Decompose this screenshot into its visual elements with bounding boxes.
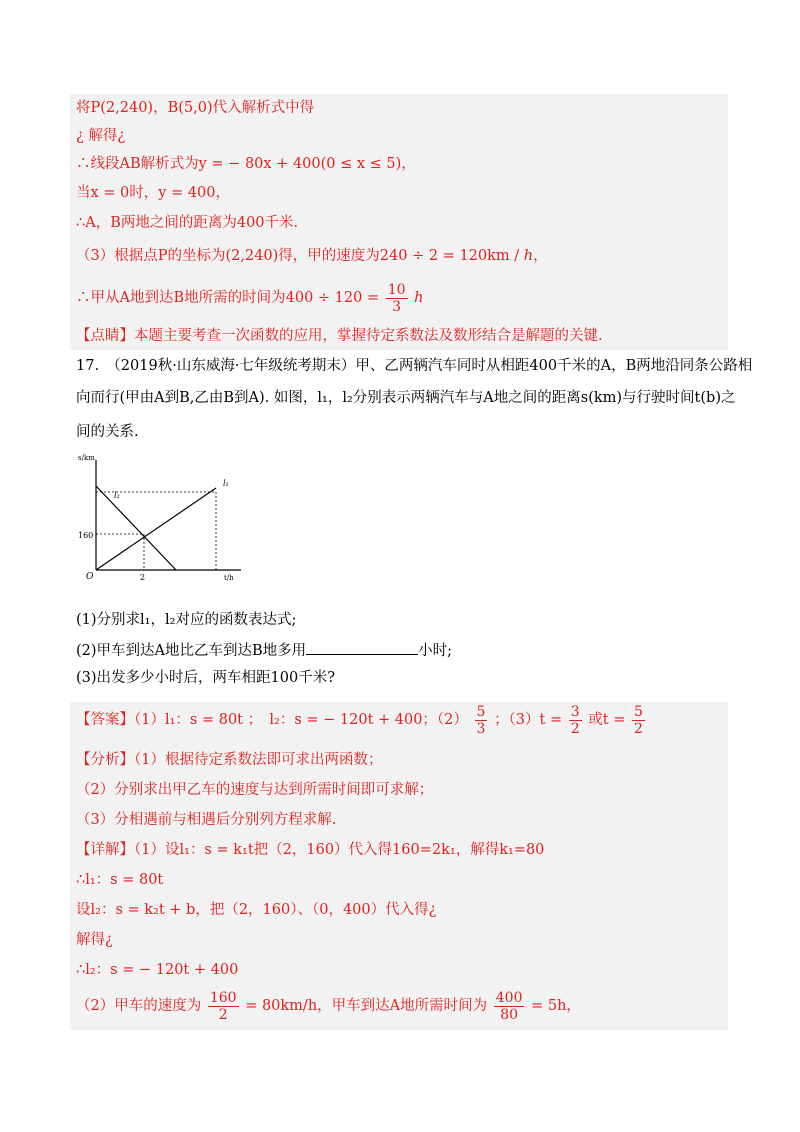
detail-text: 解得¿ [76,932,113,948]
fraction-numerator: 5 [476,703,486,720]
subquestion-2 [76,640,452,661]
fraction [208,990,239,1023]
subquestion-text: (2)甲车到达A地比乙车到达B地多用 [76,643,307,659]
solution-text: ¿ 解得¿ [76,128,126,144]
analysis-line [76,780,433,800]
solution-text: ∴甲从A地到达B地所需的时间为400 ÷ 120 = [76,290,380,306]
fraction [569,704,582,737]
detail-text: = 5h， [531,998,581,1014]
detail-line [76,840,544,860]
subquestion-text: 小时; [418,643,453,659]
analysis-text: 【分析】（1）根据待定系数法即可求出两函数； [76,752,383,768]
question-text: 17. （2019秋·山东威海·七年级统考期末）甲、乙两辆汽车同时从相距400千米的A，B两地沿同条公路相 [76,358,753,374]
answer-line [76,702,647,738]
l1-label: l₁ [223,479,229,488]
solution-line [76,280,424,316]
detail-line [76,960,238,980]
fraction-denominator: 2 [218,1006,228,1023]
question-line [76,356,752,376]
fraction-denominator: 2 [633,720,643,737]
detail-text: ∴l₁：s = 80t [76,872,164,888]
question-line [76,388,735,408]
detail-line [76,988,581,1024]
fraction [632,704,645,737]
fraction [386,282,408,315]
figure-svg [76,452,246,584]
fraction-numerator: 400 [495,989,523,1006]
fraction-denominator: 80 [500,1006,519,1023]
solution-text: ∴A，B两地之间的距离为400千米. [76,215,299,231]
solution-line [76,246,548,266]
key-point-line [76,326,603,346]
analysis-line [76,750,382,770]
analysis-text: （2）分别求出甲乙车的速度与达到所需时间即可求解； [76,782,434,798]
l2-label: l₂ [114,491,120,500]
fraction-numerator: 10 [387,281,406,298]
solution-text: （3）根据点P的坐标为(2,240)得，甲的速度为240 ÷ 2 = 120km / ℎ， [76,248,548,264]
subquestion-text: (3)出发多少小时后，两车相距100千米? [76,670,335,686]
key-point-text: 【点睛】本题主要考查一次函数的应用，掌握待定系数法及数形结合是解题的关键. [76,328,603,344]
fraction [475,704,488,737]
line-l1 [96,488,216,570]
detail-text: ∴l₂：s = − 120t + 400 [76,962,239,978]
detail-text: 【详解】（1）设l₁：s = k₁t把（2，160）代入得160=2k₁，解得k₁=80 [76,842,545,858]
solution-line [76,126,125,146]
subquestion-text: (1)分别求l₁，l₂对应的函数表达式; [76,612,297,628]
solution-line [76,154,416,174]
x-axis-label: t/h [224,574,234,582]
distance-time-figure [76,452,246,588]
question-text: 向而行(甲由A到B,乙由B到A). 如图，l₁，l₂分别表示两辆汽车与A地之间的距离s(km)与行驶时间t(b)之 [76,390,736,406]
subquestion-1 [76,610,296,630]
answer-text: 或t = [588,712,626,728]
solution-text: 当x = 0时，y = 400， [76,185,231,201]
line-l2 [96,486,176,570]
detail-line [76,930,113,950]
detail-text: 设l₂：s = k₂t + b，把（2，160）、（0，400）代入得¿ [76,902,437,918]
fraction-numerator: 3 [570,703,580,720]
answer-text: 【答案】（1）l₁：s = 80t ； l₂：s = − 120t + 400；（2） [76,712,468,728]
detail-line [76,900,436,920]
analysis-line [76,810,336,830]
solution-line [76,213,298,233]
detail-text: = 80km/h，甲车到达A地所需时间为 [245,998,488,1014]
fraction-numerator: 5 [633,703,643,720]
origin-label: O [86,572,94,582]
solution-line [76,183,230,203]
fraction-denominator: 2 [570,720,580,737]
analysis-text: （3）分相遇前与相遇后分别列方程求解. [76,812,337,828]
solution-text: ∴线段AB解析式为y = − 80x + 400(0 ≤ x ≤ 5)， [76,156,416,172]
subquestion-3 [76,668,335,688]
fraction-denominator: 3 [392,298,402,315]
detail-text: （2）甲车的速度为 [76,998,202,1014]
question-line [76,422,139,442]
x-tick-label: 2 [140,573,146,582]
fraction-denominator: 3 [476,720,486,737]
answer-blank[interactable] [306,640,418,655]
question-text: 间的关系. [76,424,139,440]
y-axis-label: s/km [78,454,95,462]
fraction-numerator: 160 [209,989,237,1006]
detail-line [76,870,163,890]
unit-text: ℎ [414,290,424,306]
solution-line [76,98,314,118]
answer-text: ；（3）t = [494,712,563,728]
solution-text: 将P(2,240)，B(5,0)代入解析式中得 [76,100,315,116]
y-tick-label: 160 [78,531,94,540]
fraction [494,990,525,1023]
